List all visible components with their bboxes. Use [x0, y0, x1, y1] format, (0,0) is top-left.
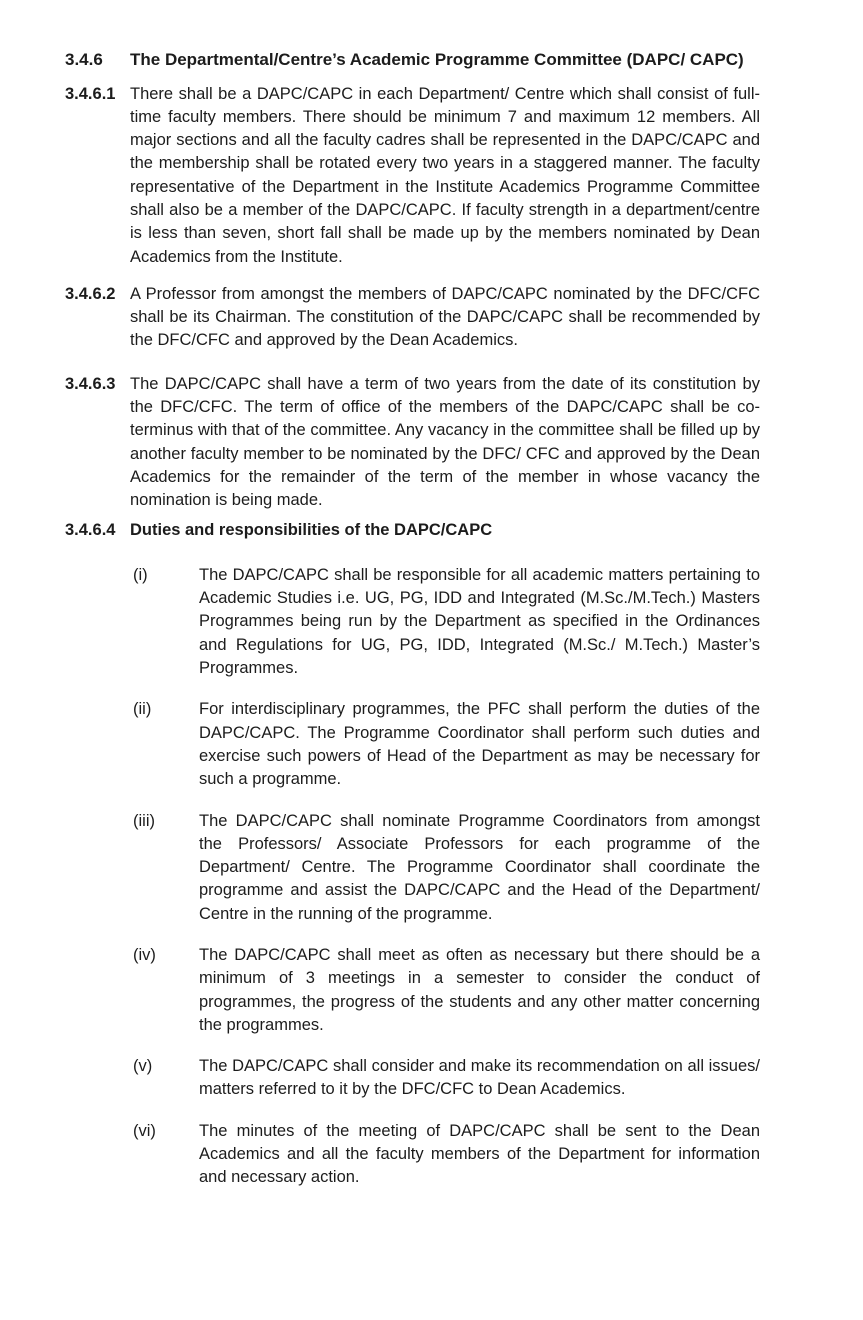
duty-text: The DAPC/CAPC shall nominate Programme Coordinators from amongst the Professors/ Associate Professors for each programme of the Department/ Centre. The Programme Coordinator shall coordinate the programme and assist the DAPC/CAPC and the Head of the Department/ Centre in the running of the programme. [199, 811, 760, 923]
clause-number: 3.4.6.1 [65, 84, 116, 103]
duty-item-v [133, 1055, 760, 1102]
duty-text: The minutes of the meeting of DAPC/CAPC shall be sent to the Dean Academics and all the faculty members of the Department for information and necessary action. [199, 1121, 760, 1187]
duty-marker: (vi) [133, 1121, 156, 1140]
duty-text: The DAPC/CAPC shall be responsible for all academic matters pertaining to Academic Studies i.e. UG, PG, IDD and Integrated (M.Sc./M.Tech.) Masters Programmes being run by the Department as specified in the Ordinances and Regulations for UG, PG, IDD, Integrated (M.Sc./ M.Tech.) Master’s Programmes. [199, 565, 760, 678]
clause-3-4-6-1 [65, 83, 760, 269]
duty-text: For interdisciplinary programmes, the PFC shall perform the duties of the DAPC/CAPC. The Programme Coordinator shall perform such duties and exercise such powers of Head of the Department as may be necessary for such a programme. [199, 700, 760, 789]
duty-marker: (v) [133, 1057, 153, 1076]
duties-list [133, 564, 760, 1190]
duty-marker: (i) [133, 565, 148, 584]
duty-marker: (ii) [133, 700, 152, 719]
duty-marker: (iii) [133, 811, 155, 830]
duty-text: The DAPC/CAPC shall meet as often as necessary but there should be a minimum of 3 meetings in a semester to consider the conduct of programmes, the progress of the students and any other matter concerning the programmes. [199, 946, 760, 1034]
duty-text: The DAPC/CAPC shall consider and make its recommendation on all issues/ matters referred to it by the DFC/CFC to Dean Academics. [199, 1057, 760, 1099]
duty-item-vi [133, 1120, 760, 1190]
clause-text: A Professor from amongst the members of DAPC/CAPC nominated by the DFC/CFC shall be its Chairman. The constitution of the DAPC/CAPC shall be recommended by the DFC/CFC and approved by the Dean Academics. [130, 284, 760, 350]
duty-item-ii [133, 698, 760, 791]
subsection-number: 3.4.6.4 [65, 520, 116, 539]
subsection-heading: Duties and responsibilities of the DAPC/CAPC [130, 520, 493, 539]
section-number: 3.4.6 [65, 50, 103, 69]
clause-text: The DAPC/CAPC shall have a term of two years from the date of its constitution by the DFC/CFC. The term of office of the members of the DAPC/CAPC shall be co-terminus with that of the committee. Any vacancy in the committee shall be filled up by another faculty member to be nominated by the DFC/ CFC and approved by the Dean Academics for the remainder of the term of the member in whose vacancy the nomination is being made. [130, 374, 760, 510]
clause-text: There shall be a DAPC/CAPC in each Department/ Centre which shall consist of full-time faculty members. There should be minimum 7 and maximum 12 members. All major sections and all the faculty cadres shall be represented in the DAPC/CAPC and the membership shall be rotated every two years in a staggered manner. The faculty representative of the Department in the Institute Academics Programme Committee shall also be a member of the DAPC/CAPC. If faculty strength in a department/centre is less than seven, short fall shall be made up by the members nominated by Dean Academics from the Institute. [130, 84, 760, 266]
duty-item-iv [133, 944, 760, 1037]
duty-marker: (iv) [133, 946, 156, 964]
subsection-3-4-6-4 [65, 519, 760, 542]
duty-item-iii [133, 810, 760, 926]
section-3-4-6 [65, 47, 760, 73]
clause-number: 3.4.6.2 [65, 284, 116, 303]
clause-3-4-6-3 [65, 373, 760, 513]
duty-item-i [133, 564, 760, 680]
section-heading: The Departmental/Centre’s Academic Programme Committee (DAPC/ CAPC) [130, 50, 744, 69]
clause-number: 3.4.6.3 [65, 374, 116, 393]
clause-3-4-6-2 [65, 283, 760, 353]
